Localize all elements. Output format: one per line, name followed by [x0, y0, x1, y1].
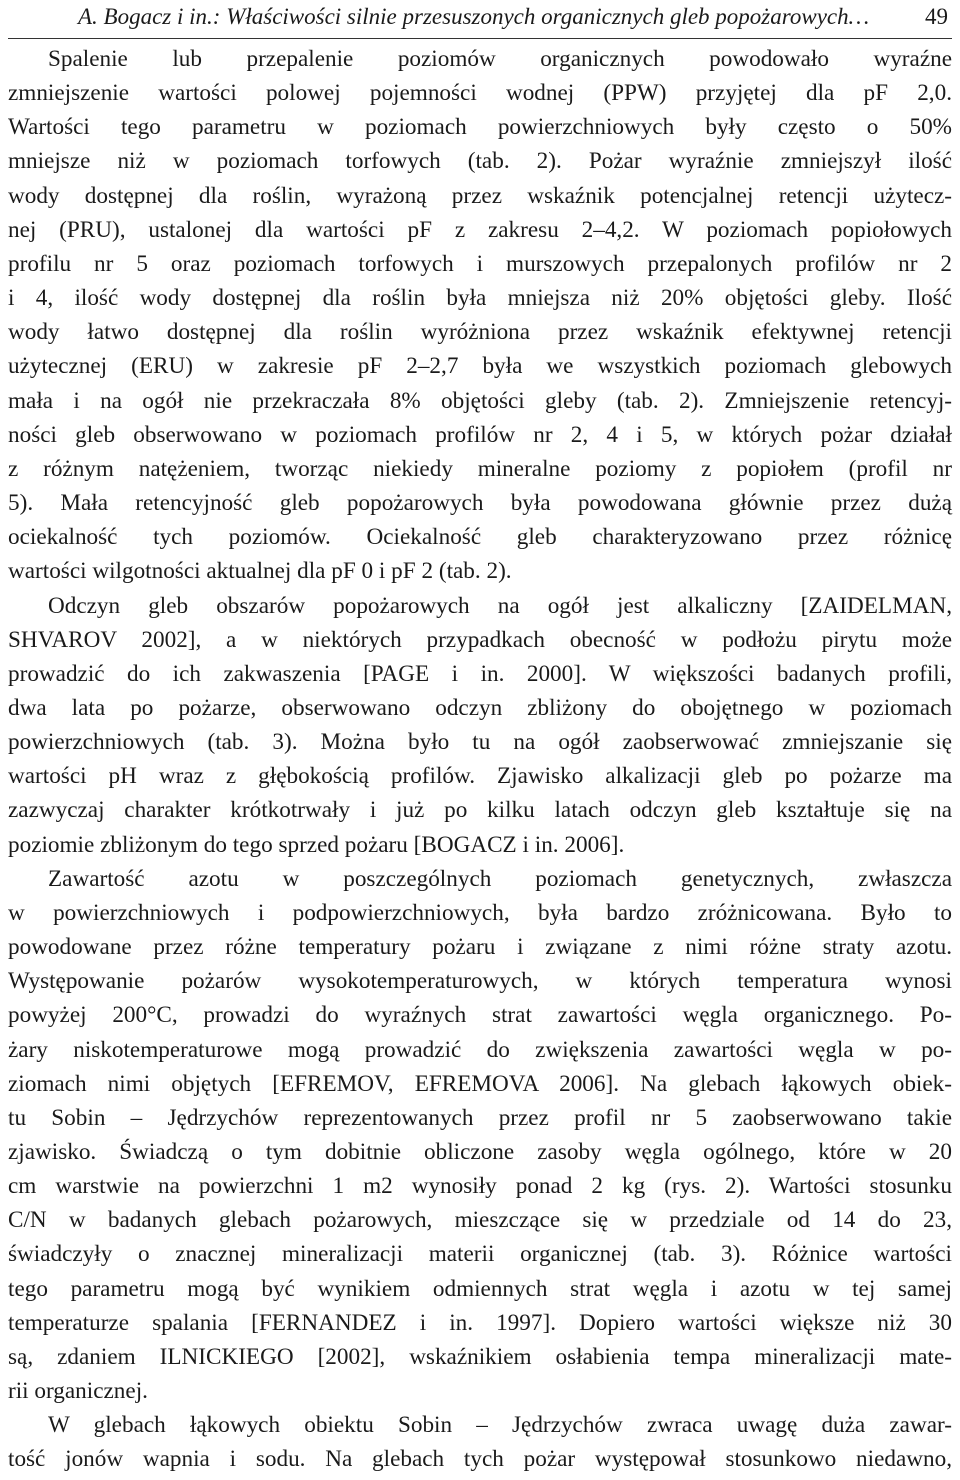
text-line: W glebach łąkowych obiektu Sobin – Jędrzychów zwraca uwagę duża zawar- [48, 1412, 952, 1439]
text-line: temperaturze spalania [FERNANDEZ i in. 1997]. Dopiero wartości większe niż 30 [8, 1309, 952, 1336]
text-line: Występowanie pożarów wysokotemperaturowych, w których temperatura wynosi [8, 968, 952, 995]
text-line: wartości wilgotności aktualnej dla pF 0 i pF 2 (tab. 2). [8, 558, 512, 585]
text-line: świadczyły o znacznej mineralizacji materii organicznej (tab. 3). Różnice wartości [8, 1241, 952, 1268]
text-line: prowadzić do ich zakwaszenia [PAGE i in. 2000]. W większości badanych profili, [8, 660, 952, 687]
text-line: użytecznej (ERU) w zakresie pF 2–2,7 była we wszystkich poziomach glebowych [8, 353, 952, 380]
text-line: ziomach nimi objętych [EFREMOV, EFREMOVA 2006]. Na glebach łąkowych obiek- [8, 1070, 952, 1097]
text-line: mała i na ogół nie przekraczała 8% objętości gleby (tab. 2). Zmniejszenie retencyj- [8, 387, 952, 414]
text-line: nej (PRU), ustalonej dla wartości pF z zakresu 2–4,2. W poziomach popiołowych [8, 216, 952, 243]
running-title: A. Bogacz i in.: Właściwości silnie przesuszonych organicznych gleb popożarowych… [78, 4, 870, 29]
page-number: 49 [925, 4, 948, 29]
text-line: w powierzchniowych i podpowierzchniowych, była bardzo zróżnicowana. Było to [8, 899, 952, 926]
text-line: ociekalność tych poziomów. Ociekalność gleb charakteryzowano przez różnicę [8, 524, 952, 551]
running-header [8, 2, 952, 39]
text-line: z różnym natężeniem, tworząc niekiedy mineralne poziomy z popiołem (profil nr [8, 455, 952, 482]
text-line: Spalenie lub przepalenie poziomów organicznych powodowało wyraźne [48, 46, 952, 72]
text-line: mniejsze niż w poziomach torfowych (tab. 2). Pożar wyraźnie zmniejszył ilość [8, 148, 952, 175]
text-line: są, zdaniem ILNICKIEGO [2002], wskaźnikiem osłabienia tempa mineralizacji mate- [8, 1343, 952, 1370]
text-line: wody łatwo dostępnej dla roślin wyróżniona przez wskaźnik efektywnej retencji [8, 319, 952, 346]
text-line: dwa lata po pożarze, obserwowano odczyn zbliżony do obojętnego w poziomach [8, 694, 952, 721]
text-line: i 4, ilość wody dostępnej dla roślin była mniejsza niż 20% objętości gleby. Ilość [8, 285, 952, 312]
text-line: SHVAROV 2002], a w niektórych przypadkach obecność w podłożu pirytu może [8, 626, 952, 653]
text-line: tego parametru mogą być wynikiem odmiennych strat węgla i azotu w tej samej [8, 1275, 952, 1302]
text-line: profilu nr 5 oraz poziomach torfowych i murszowych przepalonych profilów nr 2 [8, 250, 952, 277]
text-line: powodowane przez różne temperatury pożaru i związane z nimi różne straty azotu. [8, 934, 952, 961]
text-line: wody dostępnej dla roślin, wyrażoną przez wskaźnik potencjalnej retencji użytecz- [8, 182, 952, 209]
text-line: poziomie zbliżonym do tego sprzed pożaru [BOGACZ i in. 2006]. [8, 831, 625, 858]
text-line: cm warstwie na powierzchni 1 m2 wynosiły ponad 2 kg (rys. 2). Wartości stosunku [8, 1173, 952, 1200]
text-line: tość jonów wapnia i sodu. Na glebach tych pożar występował stosunkowo niedawno, [8, 1446, 952, 1473]
text-line: C/N w badanych glebach pożarowych, mieszczące się w przedziale od 14 do 23, [8, 1207, 952, 1234]
text-line: powyżej 200°C, prowadzi do wyraźnych strat zawartości węgla organicznego. Po- [8, 1002, 952, 1029]
text-line: Odczyn gleb obszarów popożarowych na ogół jest alkaliczny [ZAIDELMAN, [48, 592, 952, 619]
text-line: zjawisko. Świadczą o tym dobitnie obliczone zasoby węgla ogólnego, które w 20 [8, 1139, 952, 1165]
text-line: zazwyczaj charakter krótkotrwały i już po kilku latach odczyn gleb kształtuje się na [8, 797, 952, 824]
body-text [8, 42, 952, 1477]
text-line: 5). Mała retencyjność gleb popożarowych była powodowana głównie przez dużą [8, 490, 952, 517]
text-line: Wartości tego parametru w poziomach powierzchniowych były często o 50% [8, 114, 952, 141]
text-line: zmniejszenie wartości polowej pojemności wodnej (PPW) przyjętej dla pF 2,0. [8, 80, 952, 107]
text-line: tu Sobin – Jędrzychów reprezentowanych przez profil nr 5 zaobserwowano takie [8, 1104, 952, 1131]
text-line: Zawartość azotu w poszczególnych poziomach genetycznych, zwłaszcza [48, 865, 952, 892]
text-line: ności gleb obserwowano w poziomach profilów nr 2, 4 i 5, w których pożar działał [8, 421, 952, 448]
text-line: rii organicznej. [8, 1378, 148, 1405]
text-line: żary niskotemperaturowe mogą prowadzić do zwiększenia zawartości węgla w po- [8, 1036, 952, 1063]
text-line: powierzchniowych (tab. 3). Można było tu na ogół zaobserwować zmniejszanie się [8, 729, 952, 756]
text-line: wartości pH wraz z głębokością profilów. Zjawisko alkalizacji gleb po pożarze ma [8, 763, 952, 790]
